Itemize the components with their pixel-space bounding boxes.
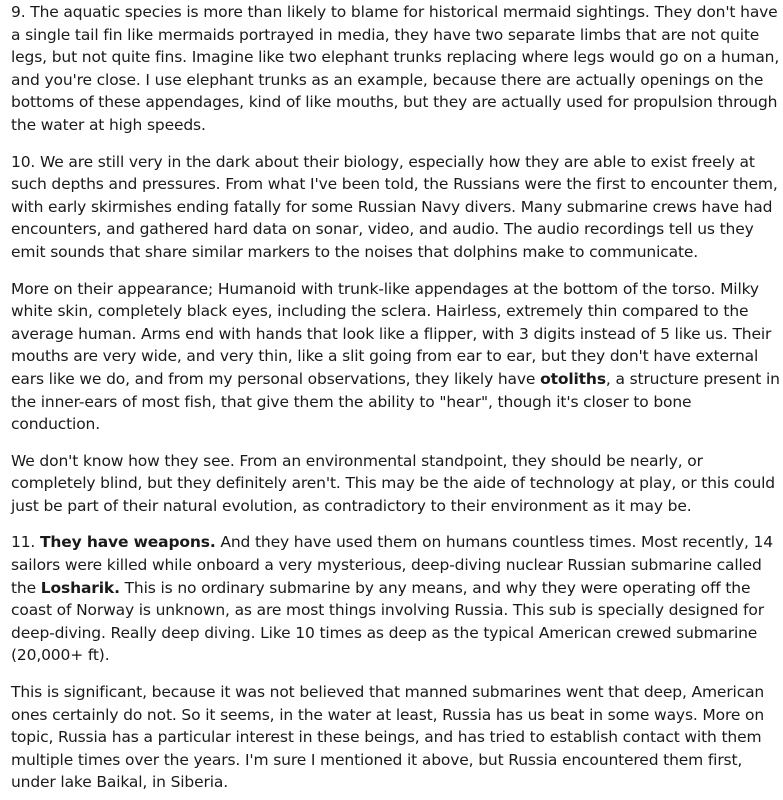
weapons-heading: They have weapons. [39,533,216,552]
appearance-text-before: More on their appearance; Humanoid with trunk-like appendages at the bottom of the torso. Milky white skin, completely black eyes, including the sclera. Hairless, extremely thin compared to the average human. Arms end with hands that look like a flipper, with 3 digits instead of 5 like us. Their mouths are very wide, and very thin, like a slit going from ear to ear, but they don't have external ears like we do, and from my personal observations, they likely have [11,279,772,388]
weapons-number: 11. [11,533,40,552]
paragraph-11-weapons [11,531,783,667]
paragraph-appearance [11,278,783,436]
paragraph-vision: We don't know how they see. From an environmental standpoint, they should be nearly, or completely blind, but they definitely aren't. This may be the aide of technology at play, or this could just be part of their natural evolution, as contradictory to their environment as it may be. [11,451,775,515]
paragraph-9-mermaid-sightings: 9. The aquatic species is more than likely to blame for historical mermaid sightings. They don't have a single tail fin like mermaids portrayed in media, they have two separate limbs that are not quite legs, but not quite fins. Imagine like two elephant trunks replacing where legs would go on a human, and you're close. I use elephant trunks as an example, because there are actually openings on the bottoms of these appendages, kind of like mouths, but they are actually used for propulsion through the water at high speeds. [11,3,780,134]
weapons-text-after: This is no ordinary submarine by any means, and why they were operating off the coast of Norway is unknown, as are most things involving Russia. This sub is specially designed for deep-diving. Really deep diving. Like 10 times as deep as the typical American crewed submarine (20,000+ ft). [11,578,764,665]
appearance-text-after: , a structure present in the inner-ears of most fish, that give them the ability to "hear", though it's closer to bone conduction. [11,369,780,434]
paragraph-significance: This is significant, because it was not believed that manned submarines went that deep, American ones certainly do not. So it seems, in the water at least, Russia has us beat in some ways. More on topic, Russia has a particular interest in these beings, and has tried to establish contact with them multiple times over the years. I'm sure I mentioned it above, but Russia encountered them first, under lake Baikal, in Siberia. [11,683,765,792]
otoliths-term: otoliths [540,369,606,388]
losharik-name: Losharik. [40,578,120,597]
weapons-text-middle: And they have used them on humans countless times. Most recently, 14 sailors were killed while onboard a very mysterious, deep-diving nuclear Russian submarine called the [11,533,773,597]
paragraph-10-biology: 10. We are still very in the dark about their biology, especially how they are able to exist freely at such depths and pressures. From what I've been told, the Russians were the first to encounter them, with early skirmishes ending fatally for some Russian Navy divers. Many submarine crews have had encounters, and gathered hard data on sonar, video, and audio. The audio recordings tell us they emit sounds that share similar markers to the noises that dolphins make to communicate. [11,152,778,261]
